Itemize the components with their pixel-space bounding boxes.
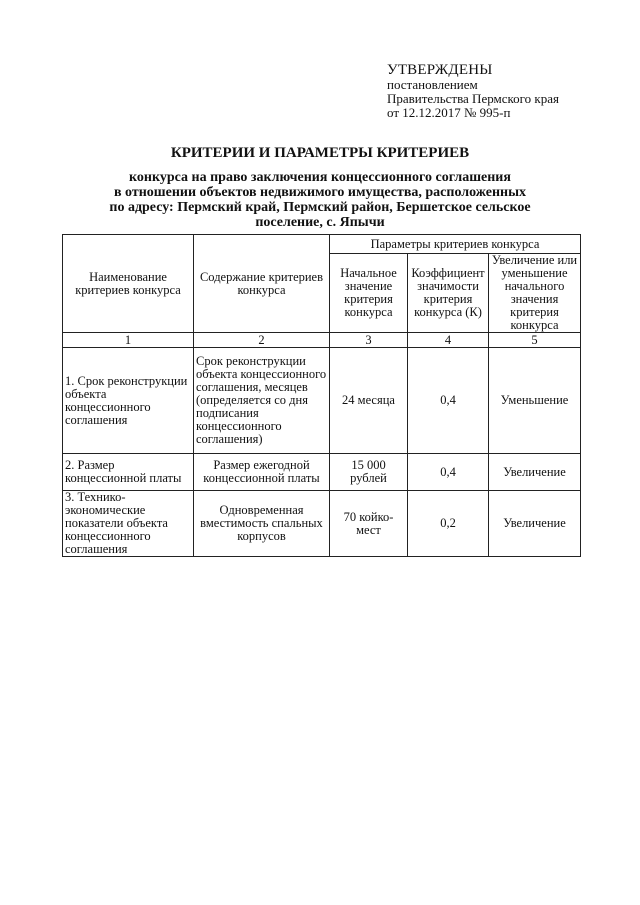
table-row <box>63 348 581 454</box>
table-header-row <box>63 235 581 254</box>
page-title: КРИТЕРИИ И ПАРАМЕТРЫ КРИТЕРИЕВ <box>170 145 470 161</box>
criterion-name: 1. Срок реконструкции объекта концессионного соглашения <box>63 348 194 454</box>
table-number-row <box>63 333 581 348</box>
criterion-initial-value: 15 000 рублей <box>330 454 408 491</box>
criterion-content: Размер ежегодной концессионной платы <box>194 454 330 491</box>
criterion-direction: Увеличение <box>489 491 581 557</box>
header-parameters-group: Параметры критериев конкурса <box>330 235 581 254</box>
column-number: 3 <box>330 333 408 348</box>
header-criteria-name: Наименование критериев конкурса <box>63 235 194 333</box>
header-coefficient: Коэффициент значимости критерия конкурса (К) <box>408 254 489 333</box>
column-number: 2 <box>194 333 330 348</box>
criterion-name: 3. Технико-экономические показатели объекта концессионного соглашения <box>63 491 194 557</box>
header-criteria-content: Содержание критериев конкурса <box>194 235 330 333</box>
subtitle-line: конкурса на право заключения концессионного соглашения <box>129 170 511 185</box>
column-number: 5 <box>489 333 581 348</box>
header-initial-value: Начальное значение критерия конкурса <box>330 254 408 333</box>
criterion-direction: Увеличение <box>489 454 581 491</box>
header-direction: Увеличение или уменьшение начального значения критерия конкурса <box>489 254 581 333</box>
approval-date: от 12.12.2017 № 995-п <box>387 105 511 120</box>
criterion-name: 2. Размер концессионной платы <box>63 454 194 491</box>
subtitle-line: по адресу: Пермский край, Пермский район, Бершетское сельское <box>109 200 531 215</box>
table-row <box>63 454 581 491</box>
column-number: 1 <box>63 333 194 348</box>
subtitle-line: в отношении объектов недвижимого имущества, расположенных <box>113 185 527 200</box>
criterion-direction: Уменьшение <box>489 348 581 454</box>
page-subtitle <box>80 170 560 230</box>
approval-line: Правительства Пермского края <box>387 91 559 106</box>
approval-stamp <box>387 62 559 120</box>
subtitle-line: поселение, с. Япычи <box>255 215 385 230</box>
criterion-coefficient: 0,2 <box>408 491 489 557</box>
criterion-coefficient: 0,4 <box>408 454 489 491</box>
table-row <box>63 491 581 557</box>
criteria-table <box>62 234 581 557</box>
criterion-initial-value: 70 койко-мест <box>330 491 408 557</box>
criterion-content: Срок реконструкции объекта концессионного соглашения, месяцев (определяется со дня подписания концессионного соглашения) <box>194 348 330 454</box>
criterion-initial-value: 24 месяца <box>330 348 408 454</box>
approval-line: постановлением <box>387 77 478 92</box>
column-number: 4 <box>408 333 489 348</box>
criterion-content: Одновременная вместимость спальных корпусов <box>194 491 330 557</box>
approval-heading: УТВЕРЖДЕНЫ <box>387 62 493 78</box>
criterion-coefficient: 0,4 <box>408 348 489 454</box>
